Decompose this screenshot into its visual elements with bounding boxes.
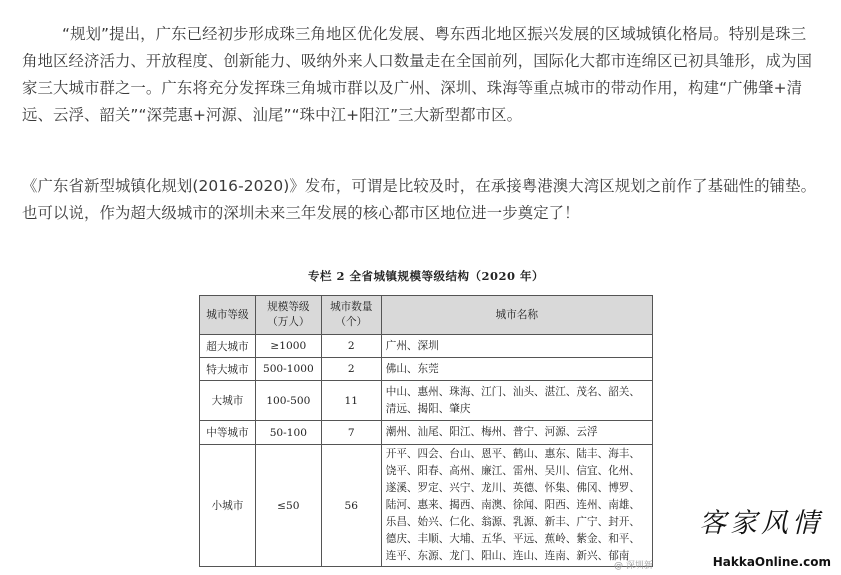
cell-scale: ≤50 [255, 445, 321, 567]
site-watermark [693, 501, 833, 571]
paragraph-1-line: 角地区经济活力、开放程度、创新能力、吸纳外来人口数量走在全国前列，国际化大都市连绵区已初具雏形，成为国 [22, 52, 813, 70]
table-row [200, 381, 653, 421]
cell-count: 7 [321, 421, 381, 445]
table-row [200, 421, 653, 445]
city-scale-table [199, 295, 653, 567]
cell-scale: ≥1000 [255, 335, 321, 358]
cell-scale: 500-1000 [255, 358, 321, 381]
header-count: 城市数量（个） [321, 296, 381, 335]
cell-count: 2 [321, 335, 381, 358]
watermark-url: HakkaOnline.com [712, 555, 831, 569]
paragraph-1 [22, 21, 837, 129]
cell-count: 56 [321, 445, 381, 567]
city-scale-table-figure [199, 268, 653, 567]
cell-names: 开平、四会、台山、恩平、鹤山、惠东、陆丰、海丰、饶平、阳春、高州、廉江、雷州、吴川、信宜、化州、遂溪、罗定、兴宁、龙川、英德、怀集、佛冈、博罗、陆河、惠来、揭西、南澳、徐闻、阳西、连州、南雄、乐昌、始兴、仁化、翁源、乳源、新丰、广宁、封开、德庆、丰顺、大埔、五华、平远、蕉岭、紫金、和平、连平、东源、龙门、阳山、连山、连南、新兴、郁南 [381, 445, 652, 567]
cell-level: 超大城市 [200, 335, 256, 358]
cell-names: 中山、惠州、珠海、江门、汕头、湛江、茂名、韶关、清远、揭阳、肇庆 [381, 381, 652, 421]
cell-names: 佛山、东莞 [381, 358, 652, 381]
source-stamp: @ 深圳新 [614, 561, 653, 571]
cell-level: 特大城市 [200, 358, 256, 381]
header-level: 城市等级 [200, 296, 256, 335]
paragraph-2 [22, 173, 837, 227]
header-names: 城市名称 [381, 296, 652, 335]
paragraph-1-line: “规划”提出，广东已经初步形成珠三角地区优化发展、粤东西北地区振兴发展的区域城镇化格局。特别是珠三 [62, 25, 807, 43]
watermark-calligraphy: 客家风情 [699, 508, 823, 539]
paragraph-1-line: 远、云浮、韶关”“深莞惠+河源、汕尾”“珠中江+阳江”三大新型都市区。 [22, 106, 523, 124]
paragraph-2-line: 也可以说，作为超大级城市的深圳未来三年发展的核心都市区地位进一步奠定了！ [22, 204, 580, 222]
cell-names: 潮州、汕尾、阳江、梅州、普宁、河源、云浮 [381, 421, 652, 445]
cell-scale: 100-500 [255, 381, 321, 421]
paragraph-2-line: 《广东省新型城镇化规划(2016-2020)》发布，可谓是比较及时，在承接粤港澳大湾区规划之前作了基础性的铺垫。 [22, 177, 817, 195]
table-row [200, 358, 653, 381]
table-row [200, 445, 653, 567]
cell-level: 小城市 [200, 445, 256, 567]
cell-level: 大城市 [200, 381, 256, 421]
table-header-row [200, 296, 653, 335]
header-scale: 规模等级（万人） [255, 296, 321, 335]
table-title: 专栏 2 全省城镇规模等级结构（2020 年） [307, 269, 545, 283]
cell-count: 11 [321, 381, 381, 421]
cell-level: 中等城市 [200, 421, 256, 445]
table-row [200, 335, 653, 358]
cell-count: 2 [321, 358, 381, 381]
cell-scale: 50-100 [255, 421, 321, 445]
cell-names: 广州、深圳 [381, 335, 652, 358]
paragraph-1-line: 家三大城市群之一。广东将充分发挥珠三角城市群以及广州、深圳、珠海等重点城市的带动作用，构建“广佛肇+清 [22, 79, 803, 97]
